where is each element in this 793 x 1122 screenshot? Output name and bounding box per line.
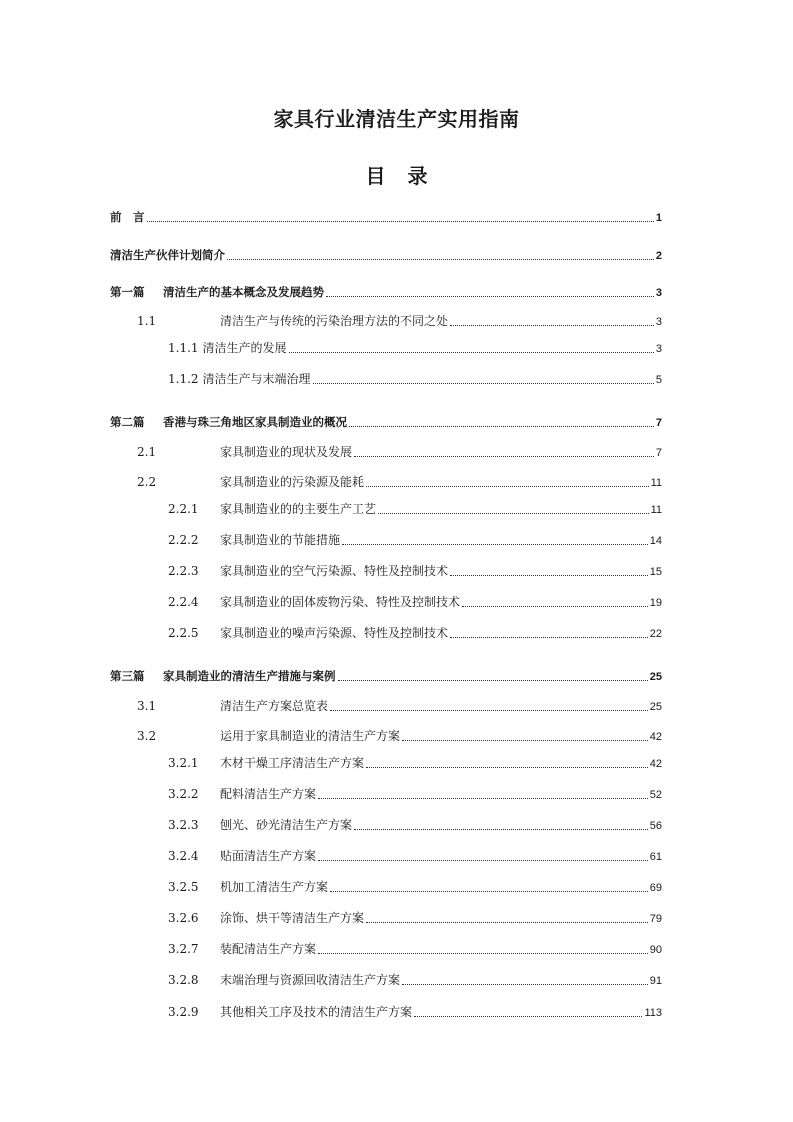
toc-entry-text: 其他相关工序及技术的清洁生产方案 — [220, 1005, 413, 1019]
toc-entry-text: 机加工清洁生产方案 — [220, 880, 329, 894]
toc-entry-page: 11 — [650, 477, 662, 489]
toc-entry-page: 42 — [649, 731, 662, 743]
toc-entry-number: 2.2.5 — [168, 626, 199, 640]
toc-leader — [378, 513, 649, 514]
toc-leader — [227, 259, 654, 260]
toc-entry-text: 清洁生产的基本概念及发展趋势 — [163, 285, 324, 299]
toc-entry-page: 7 — [655, 417, 662, 429]
toc-entry-page: 113 — [644, 1007, 662, 1019]
toc-leader — [450, 325, 654, 326]
toc-entry-number: 3.2.9 — [168, 1005, 199, 1019]
toc-entry[interactable] — [110, 207, 662, 227]
toc-entry[interactable] — [110, 499, 662, 519]
toc-leader — [318, 860, 648, 861]
document-title: 家具行业清洁生产实用指南 — [273, 107, 520, 131]
toc-entry[interactable] — [110, 815, 662, 835]
toc-entry-text: 清洁生产伙伴计划简介 — [110, 248, 225, 262]
toc-leader — [462, 606, 648, 607]
toc-leader — [313, 383, 654, 384]
toc-entry-text: 家具制造业的噪声污染源、特性及控制技术 — [220, 626, 449, 640]
toc-entry[interactable] — [110, 472, 662, 492]
toc-entry[interactable] — [110, 412, 662, 432]
toc-entry[interactable] — [110, 908, 662, 928]
toc-entry-text: 清洁生产方案总览表 — [220, 699, 329, 713]
toc-leader — [366, 486, 649, 487]
toc-entry-page: 56 — [649, 820, 662, 832]
toc-entry-page: 7 — [655, 447, 662, 459]
toc-entry-text: 家具制造业的清洁生产措施与案例 — [163, 669, 336, 683]
toc-entry-page: 1 — [655, 212, 662, 224]
toc-entry-number: 2.1 — [137, 445, 157, 459]
toc-entry-page: 90 — [649, 944, 662, 956]
toc-entry[interactable] — [110, 753, 662, 773]
toc-entry[interactable] — [110, 1002, 662, 1022]
toc-leader — [450, 575, 648, 576]
toc-entry-text: 刨光、砂光清洁生产方案 — [220, 818, 353, 832]
toc-heading-char-1: 目 — [365, 164, 386, 188]
toc-entry-number: 3.2 — [137, 729, 157, 743]
toc-entry-page: 11 — [650, 504, 662, 516]
toc-entry-number: 3.2.6 — [168, 911, 199, 925]
toc-leader — [342, 544, 648, 545]
toc-entry-number: 第二篇 — [110, 415, 145, 429]
toc-entry-page: 79 — [649, 913, 662, 925]
toc-entry-text: 末端治理与资源回收清洁生产方案 — [220, 973, 401, 987]
toc-entry-page: 22 — [649, 628, 662, 640]
toc-entry-text: 运用于家具制造业的清洁生产方案 — [220, 729, 401, 743]
toc-entry[interactable] — [110, 530, 662, 550]
toc-leader — [414, 1016, 642, 1017]
toc-entry-text: 家具制造业的污染源及能耗 — [220, 475, 365, 489]
toc-entry[interactable] — [110, 369, 662, 389]
toc-leader — [330, 891, 648, 892]
toc-entry-number: 2.2.1 — [168, 502, 199, 516]
toc-entry-text: 涂饰、烘干等清洁生产方案 — [220, 911, 365, 925]
toc-entry[interactable] — [110, 666, 662, 686]
toc-entry-text: 家具制造业的现状及发展 — [220, 445, 353, 459]
toc-leader — [330, 710, 648, 711]
toc-entry-page: 91 — [649, 975, 662, 987]
toc-heading-char-2: 录 — [407, 164, 428, 188]
toc-entry-number: 第三篇 — [110, 669, 145, 683]
toc-leader — [147, 221, 654, 222]
toc-entry-page: 5 — [655, 374, 662, 386]
toc-entry[interactable] — [110, 784, 662, 804]
toc-leader — [366, 767, 648, 768]
toc-leader — [402, 984, 648, 985]
toc-leader — [318, 953, 648, 954]
toc-entry-text: 装配清洁生产方案 — [220, 942, 317, 956]
toc-entry[interactable] — [110, 970, 662, 990]
toc-leader — [450, 637, 648, 638]
toc-entry[interactable] — [110, 846, 662, 866]
toc-entry-number: 第一篇 — [110, 285, 145, 299]
toc-entry[interactable] — [110, 877, 662, 897]
toc-entry-text: 香港与珠三角地区家具制造业的概况 — [163, 415, 347, 429]
toc-entry[interactable] — [110, 592, 662, 612]
toc-entry[interactable] — [110, 726, 662, 746]
toc-leader — [338, 680, 648, 681]
toc-entry-text: 清洁生产与传统的污染治理方法的不同之处 — [220, 314, 449, 328]
toc-leader — [349, 426, 654, 427]
toc-entry-number: 2.2.2 — [168, 533, 199, 547]
toc-entry-page: 3 — [655, 343, 662, 355]
toc-entry[interactable] — [110, 623, 662, 643]
toc-entry[interactable] — [110, 696, 662, 716]
toc-entry[interactable] — [110, 442, 662, 462]
toc-entry-number: 2.2.3 — [168, 564, 199, 578]
toc-entry-text: 家具制造业的的主要生产工艺 — [220, 502, 377, 516]
toc-entry[interactable] — [110, 561, 662, 581]
toc-entry-number: 3.2.1 — [168, 756, 199, 770]
toc-entry-text: 前 言 — [110, 210, 145, 224]
toc-entry-text: 家具制造业的节能措施 — [220, 533, 341, 547]
toc-entry-number: 3.2.7 — [168, 942, 199, 956]
toc-entry-page: 15 — [649, 566, 662, 578]
toc-entry-page: 42 — [649, 758, 662, 770]
toc-entry-number: 3.2.3 — [168, 818, 199, 832]
toc-leader — [402, 740, 648, 741]
toc-entry-text: 贴面清洁生产方案 — [220, 849, 317, 863]
toc-entry[interactable] — [110, 338, 662, 358]
toc-entry-page: 61 — [649, 851, 662, 863]
toc-entry-number: 2.2 — [137, 475, 157, 489]
toc-entry-page: 69 — [649, 882, 662, 894]
toc-leader — [326, 296, 654, 297]
toc-entry-number: 1.1.2 — [168, 372, 199, 386]
toc-entry-page: 25 — [649, 701, 662, 713]
toc-entry-number: 1.1 — [137, 314, 157, 328]
toc-entry-number: 1.1.1 — [168, 341, 199, 355]
toc-entry-number: 3.2.2 — [168, 787, 199, 801]
toc-entry-text: 清洁生产与末端治理 — [202, 372, 311, 386]
toc-entry-number: 3.2.4 — [168, 849, 199, 863]
toc-entry-text: 配料清洁生产方案 — [220, 787, 317, 801]
toc-entry-text: 家具制造业的空气污染源、特性及控制技术 — [220, 564, 449, 578]
toc-entry-page: 14 — [649, 535, 662, 547]
toc-entry-number: 3.1 — [137, 699, 157, 713]
toc-leader — [354, 456, 654, 457]
toc-entry-number: 3.2.8 — [168, 973, 199, 987]
toc-entry-number: 2.2.4 — [168, 595, 199, 609]
toc-leader — [366, 922, 648, 923]
toc-entry-page: 19 — [649, 597, 662, 609]
toc-leader — [354, 829, 648, 830]
toc-entry[interactable] — [110, 939, 662, 959]
toc-entry-text: 清洁生产的发展 — [202, 341, 287, 355]
toc-entry-page: 25 — [649, 671, 662, 683]
toc-entry-number: 3.2.5 — [168, 880, 199, 894]
toc-heading — [0, 160, 793, 189]
toc-entry[interactable] — [110, 311, 662, 331]
toc-entry-page: 2 — [655, 250, 662, 262]
toc-entry[interactable] — [110, 282, 662, 302]
toc-entry-page: 3 — [655, 287, 662, 299]
toc-entry-page: 52 — [649, 789, 662, 801]
toc-entry-text: 家具制造业的固体废物污染、特性及控制技术 — [220, 595, 461, 609]
toc-leader — [289, 352, 654, 353]
toc-leader — [318, 798, 648, 799]
toc-entry[interactable] — [110, 245, 662, 265]
toc-entry-text: 木材干燥工序清洁生产方案 — [220, 756, 365, 770]
toc-entry-page: 3 — [655, 316, 662, 328]
